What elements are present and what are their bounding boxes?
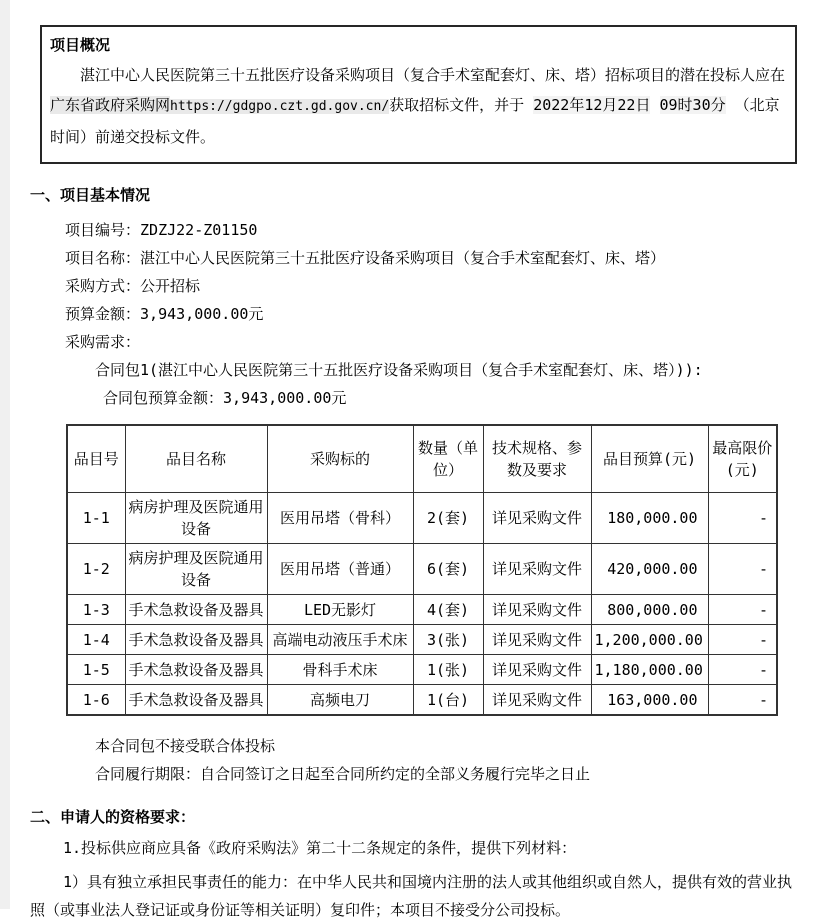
field-budget-amount [65, 300, 797, 328]
item-no-cell: 1-1 [67, 493, 125, 544]
item-name-cell: 病房护理及医院通用设备 [125, 493, 267, 544]
deadline-time: 09时30分 [659, 96, 726, 114]
item-name-cell: 手术急救设备及器具 [125, 655, 267, 685]
field-procurement-method [65, 272, 797, 300]
item-no-cell: 1-6 [67, 685, 125, 716]
quantity-cell: 1(台) [413, 685, 483, 716]
col-header-budget: 品目预算(元) [591, 425, 708, 493]
procurement-target-cell: 骨科手术床 [267, 655, 413, 685]
budget-cell: 180,000.00 [591, 493, 708, 544]
price-limit-cell: - [708, 655, 777, 685]
procurement-target-cell: LED无影灯 [267, 595, 413, 625]
procurement-method-value: 公开招标 [140, 277, 201, 295]
budget-cell: 1,180,000.00 [591, 655, 708, 685]
procurement-target-cell: 医用吊塔（普通） [267, 544, 413, 595]
table-header-row [67, 425, 777, 493]
budget-cell: 420,000.00 [591, 544, 708, 595]
deadline-date: 2022年12月22日 [533, 96, 651, 114]
section2-heading: 二、申请人的资格要求： [30, 808, 196, 826]
budget-cell: 163,000.00 [591, 685, 708, 716]
quantity-cell: 4(套) [413, 595, 483, 625]
quantity-cell: 2(套) [413, 493, 483, 544]
quantity-cell: 1(张) [413, 655, 483, 685]
col-header-tech-spec: 技术规格、参数及要求 [483, 425, 591, 493]
page-left-edge-strip [0, 0, 10, 909]
quantity-cell: 3(张) [413, 625, 483, 655]
col-header-price-limit: 最高限价(元) [708, 425, 777, 493]
item-name-cell: 手术急救设备及器具 [125, 595, 267, 625]
price-limit-cell: - [708, 625, 777, 655]
procurement-target-cell: 医用吊塔（骨科） [267, 493, 413, 544]
section1-heading: 一、项目基本情况 [30, 186, 151, 204]
field-project-number [65, 216, 797, 244]
overview-heading: 项目概况 [50, 36, 111, 54]
field-label: 项目编号： [65, 221, 141, 239]
tech-spec-cell: 详见采购文件 [483, 595, 591, 625]
table-row [67, 685, 777, 716]
price-limit-cell: - [708, 493, 777, 544]
field-label: 采购需求： [65, 333, 141, 351]
col-header-item-no: 品目号 [67, 425, 125, 493]
project-overview-box [40, 25, 797, 164]
contract-package-line: 合同包1(湛江中心人民医院第三十五批医疗设备采购项目（复合手术室配套灯、床、塔）)): [95, 361, 703, 379]
overview-text-3: （北京时间）前递交投标文件。 [50, 96, 780, 146]
budget-amount-value: 3,943,000.00元 [140, 305, 264, 323]
item-name-cell: 手术急救设备及器具 [125, 625, 267, 655]
procurement-site-url: https://gdgpo.czt.gd.gov.cn/ [170, 99, 390, 114]
tech-spec-cell: 详见采购文件 [483, 685, 591, 716]
table-row [67, 625, 777, 655]
table-row [67, 655, 777, 685]
price-limit-cell: - [708, 685, 777, 716]
procurement-site-name: 广东省政府采购网 [50, 96, 171, 114]
col-header-procurement-target: 采购标的 [267, 425, 413, 493]
item-no-cell: 1-2 [67, 544, 125, 595]
item-no-cell: 1-4 [67, 625, 125, 655]
field-label: 采购方式： [65, 277, 141, 295]
procurement-items-table [66, 424, 778, 716]
price-limit-cell: - [708, 544, 777, 595]
item-no-cell: 1-3 [67, 595, 125, 625]
note-no-consortium: 本合同包不接受联合体投标 [95, 737, 276, 755]
table-row [67, 595, 777, 625]
table-row [67, 493, 777, 544]
item-no-cell: 1-5 [67, 655, 125, 685]
qualification-para-1: 1.投标供应商应具备《政府采购法》第二十二条规定的条件，提供下列材料： [63, 839, 577, 857]
table-row [67, 544, 777, 595]
col-header-item-name: 品目名称 [125, 425, 267, 493]
package-budget-value: 3,943,000.00元 [223, 389, 347, 407]
quantity-cell: 6(套) [413, 544, 483, 595]
overview-text-1: 湛江中心人民医院第三十五批医疗设备采购项目（复合手术室配套灯、床、塔）招标项目的潜在投标人应在 [80, 66, 786, 84]
field-label: 预算金额： [65, 305, 141, 323]
tech-spec-cell: 详见采购文件 [483, 655, 591, 685]
tech-spec-cell: 详见采购文件 [483, 493, 591, 544]
overview-text-2: 获取招标文件，并于 [389, 96, 534, 114]
project-fields [65, 216, 797, 356]
note-contract-period: 合同履行期限：自合同签订之日起至合同所约定的全部义务履行完毕之日止 [95, 765, 591, 783]
tender-notice-document [30, 0, 797, 924]
procurement-target-cell: 高频电刀 [267, 685, 413, 716]
field-project-name [65, 244, 797, 272]
field-label: 项目名称： [65, 249, 141, 267]
overview-text-gap [650, 96, 659, 114]
col-header-quantity: 数量（单位） [413, 425, 483, 493]
item-name-cell: 手术急救设备及器具 [125, 685, 267, 716]
item-name-cell: 病房护理及医院通用设备 [125, 544, 267, 595]
overview-paragraph [50, 60, 787, 152]
tech-spec-cell: 详见采购文件 [483, 544, 591, 595]
qualification-para-2: 1）具有独立承担民事责任的能力：在中华人民共和国境内注册的法人或其他组织或自然人，提供有效的营业执照（或事业法人登记证或身份证等相关证明）复印件；本项目不接受分公司投标。 [30, 873, 793, 919]
package-budget-label: 合同包预算金额： [103, 389, 224, 407]
project-name-value: 湛江中心人民医院第三十五批医疗设备采购项目（复合手术室配套灯、床、塔） [140, 249, 666, 267]
budget-cell: 1,200,000.00 [591, 625, 708, 655]
tech-spec-cell: 详见采购文件 [483, 625, 591, 655]
field-procurement-demand [65, 328, 797, 356]
project-number-value: ZDZJ22-Z01150 [140, 221, 258, 239]
procurement-target-cell: 高端电动液压手术床 [267, 625, 413, 655]
price-limit-cell: - [708, 595, 777, 625]
budget-cell: 800,000.00 [591, 595, 708, 625]
package-budget-line [103, 384, 797, 412]
